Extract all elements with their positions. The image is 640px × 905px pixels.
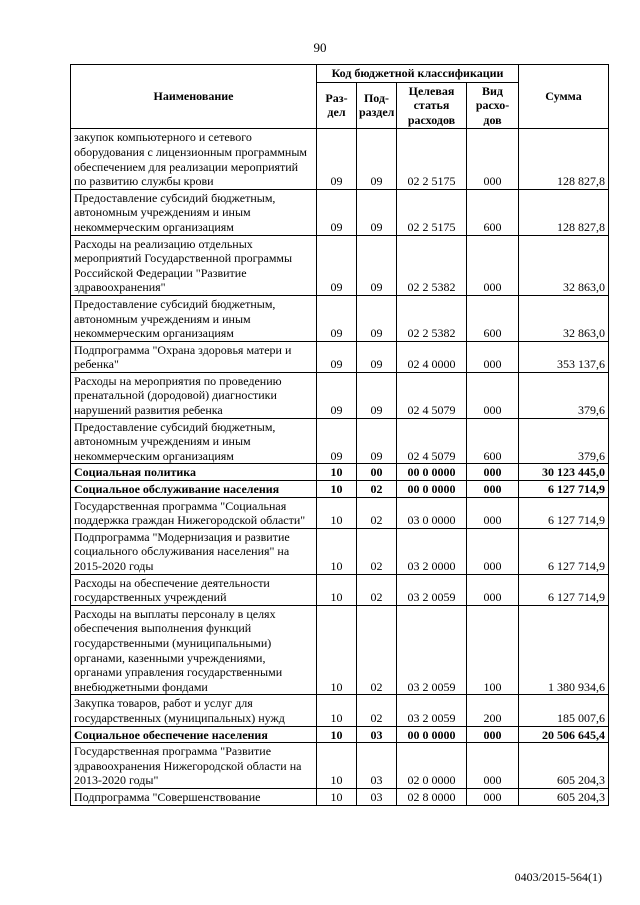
header-sum: Сумма xyxy=(519,65,609,129)
row-name: Предоставление субсидий бюджетным, автономным учреждениям и иным некоммерческим организациям xyxy=(71,418,317,464)
row-target: 02 2 5175 xyxy=(397,129,467,189)
row-subsection: 02 xyxy=(357,481,397,498)
row-section: 10 xyxy=(317,481,357,498)
row-target: 00 0 0000 xyxy=(397,481,467,498)
row-subsection: 02 xyxy=(357,605,397,695)
row-sum: 605 204,3 xyxy=(519,788,609,805)
table-row xyxy=(71,372,609,418)
row-target: 02 8 0000 xyxy=(397,788,467,805)
row-expense-type: 000 xyxy=(467,129,519,189)
row-target: 03 2 0059 xyxy=(397,605,467,695)
row-section: 10 xyxy=(317,788,357,805)
row-name: Расходы на реализацию отдельных мероприятий Государственной программы Российской Федерации "Развитие здравоохранения" xyxy=(71,235,317,295)
row-name: закупок компьютерного и сетевого оборудования с лицензионным программным обеспечением для реализации мероприятий по развитию службы крови xyxy=(71,129,317,189)
row-section: 09 xyxy=(317,295,357,341)
header-row xyxy=(71,65,609,83)
row-name: Социальная политика xyxy=(71,464,317,481)
row-section: 10 xyxy=(317,574,357,605)
row-name: Расходы на мероприятия по проведению пренатальной (дородовой) диагностики нарушений развития ребенка xyxy=(71,372,317,418)
row-name: Социальное обслуживание населения xyxy=(71,481,317,498)
row-sum: 379,6 xyxy=(519,372,609,418)
row-section: 09 xyxy=(317,189,357,235)
row-target: 02 4 5079 xyxy=(397,372,467,418)
row-name: Подпрограмма "Охрана здоровья матери и ребенка" xyxy=(71,341,317,372)
document-code: 0403/2015-564(1) xyxy=(514,870,602,884)
row-sum: 6 127 714,9 xyxy=(519,497,609,528)
row-subsection: 02 xyxy=(357,574,397,605)
row-section: 09 xyxy=(317,235,357,295)
table-row xyxy=(71,295,609,341)
row-sum: 6 127 714,9 xyxy=(519,528,609,574)
budget-table xyxy=(70,64,609,806)
table-row xyxy=(71,464,609,481)
row-section: 10 xyxy=(317,497,357,528)
row-target: 02 0 0000 xyxy=(397,743,467,789)
row-target: 00 0 0000 xyxy=(397,726,467,743)
table-row xyxy=(71,726,609,743)
row-subsection: 00 xyxy=(357,464,397,481)
table-row xyxy=(71,341,609,372)
row-name: Предоставление субсидий бюджетным, автономным учреждениям и иным некоммерческим организациям xyxy=(71,189,317,235)
row-subsection: 09 xyxy=(357,372,397,418)
row-subsection: 03 xyxy=(357,726,397,743)
row-expense-type: 000 xyxy=(467,497,519,528)
table-row xyxy=(71,528,609,574)
row-expense-type: 000 xyxy=(467,788,519,805)
table-row xyxy=(71,605,609,695)
row-name: Социальное обеспечение населения xyxy=(71,726,317,743)
table-row xyxy=(71,189,609,235)
row-subsection: 09 xyxy=(357,189,397,235)
row-section: 09 xyxy=(317,129,357,189)
row-expense-type: 600 xyxy=(467,418,519,464)
row-sum: 128 827,8 xyxy=(519,189,609,235)
table-row xyxy=(71,497,609,528)
row-expense-type: 600 xyxy=(467,295,519,341)
row-section: 09 xyxy=(317,341,357,372)
row-expense-type: 000 xyxy=(467,481,519,498)
row-target: 02 2 5382 xyxy=(397,295,467,341)
header-name: Наименование xyxy=(71,65,317,129)
row-subsection: 02 xyxy=(357,528,397,574)
row-expense-type: 000 xyxy=(467,372,519,418)
row-section: 10 xyxy=(317,695,357,726)
row-sum: 32 863,0 xyxy=(519,235,609,295)
row-target: 03 2 0059 xyxy=(397,695,467,726)
row-sum: 353 137,6 xyxy=(519,341,609,372)
row-target: 03 2 0000 xyxy=(397,528,467,574)
table-row xyxy=(71,129,609,189)
row-expense-type: 600 xyxy=(467,189,519,235)
row-sum: 32 863,0 xyxy=(519,295,609,341)
row-subsection: 03 xyxy=(357,743,397,789)
row-name: Расходы на обеспечение деятельности государственных учреждений xyxy=(71,574,317,605)
row-section: 10 xyxy=(317,528,357,574)
row-subsection: 09 xyxy=(357,235,397,295)
row-subsection: 09 xyxy=(357,341,397,372)
row-name: Подпрограмма "Модернизация и развитие социального обслуживания населения" на 2015-2020 годы xyxy=(71,528,317,574)
row-expense-type: 000 xyxy=(467,464,519,481)
row-target: 02 4 0000 xyxy=(397,341,467,372)
row-section: 10 xyxy=(317,743,357,789)
row-expense-type: 000 xyxy=(467,574,519,605)
row-subsection: 09 xyxy=(357,295,397,341)
table-row xyxy=(71,235,609,295)
row-target: 03 2 0059 xyxy=(397,574,467,605)
row-subsection: 02 xyxy=(357,497,397,528)
table-body xyxy=(71,129,609,805)
row-name: Государственная программа "Развитие здравоохранения Нижегородской области на 2013-2020 годы" xyxy=(71,743,317,789)
row-sum: 185 007,6 xyxy=(519,695,609,726)
row-subsection: 09 xyxy=(357,418,397,464)
table-row xyxy=(71,418,609,464)
row-target: 02 2 5382 xyxy=(397,235,467,295)
row-sum: 379,6 xyxy=(519,418,609,464)
row-section: 10 xyxy=(317,726,357,743)
row-sum: 20 506 645,4 xyxy=(519,726,609,743)
row-sum: 6 127 714,9 xyxy=(519,574,609,605)
row-name: Закупка товаров, работ и услуг для государственных (муниципальных) нужд xyxy=(71,695,317,726)
row-section: 09 xyxy=(317,372,357,418)
table-row xyxy=(71,788,609,805)
table-row xyxy=(71,481,609,498)
row-expense-type: 200 xyxy=(467,695,519,726)
row-subsection: 02 xyxy=(357,695,397,726)
header-expense-type: Вид расхо- дов xyxy=(467,82,519,129)
row-target: 03 0 0000 xyxy=(397,497,467,528)
row-subsection: 09 xyxy=(357,129,397,189)
row-sum: 605 204,3 xyxy=(519,743,609,789)
row-expense-type: 000 xyxy=(467,528,519,574)
row-name: Расходы на выплаты персоналу в целях обеспечения выполнения функций государственными (муниципальными) органами, казенными учреждениями, органами управления государственными внебюджетными фондами xyxy=(71,605,317,695)
row-expense-type: 000 xyxy=(467,341,519,372)
row-sum: 6 127 714,9 xyxy=(519,481,609,498)
header-target: Целевая статья расходов xyxy=(397,82,467,129)
header-section: Раз- дел xyxy=(317,82,357,129)
row-target: 02 2 5175 xyxy=(397,189,467,235)
page-number: 90 xyxy=(313,40,327,55)
row-name: Подпрограмма "Совершенствование xyxy=(71,788,317,805)
row-sum: 30 123 445,0 xyxy=(519,464,609,481)
table-row xyxy=(71,574,609,605)
row-sum: 1 380 934,6 xyxy=(519,605,609,695)
row-target: 00 0 0000 xyxy=(397,464,467,481)
row-section: 10 xyxy=(317,464,357,481)
row-subsection: 03 xyxy=(357,788,397,805)
table-row xyxy=(71,695,609,726)
row-expense-type: 000 xyxy=(467,726,519,743)
row-target: 02 4 5079 xyxy=(397,418,467,464)
row-expense-type: 100 xyxy=(467,605,519,695)
row-expense-type: 000 xyxy=(467,743,519,789)
header-subsection: Под- раздел xyxy=(357,82,397,129)
row-expense-type: 000 xyxy=(467,235,519,295)
row-sum: 128 827,8 xyxy=(519,129,609,189)
table-row xyxy=(71,743,609,789)
row-section: 10 xyxy=(317,605,357,695)
row-name: Государственная программа "Социальная поддержка граждан Нижегородской области" xyxy=(71,497,317,528)
row-name: Предоставление субсидий бюджетным, автономным учреждениям и иным некоммерческим организациям xyxy=(71,295,317,341)
row-section: 09 xyxy=(317,418,357,464)
header-code-group: Код бюджетной классификации xyxy=(317,65,519,83)
